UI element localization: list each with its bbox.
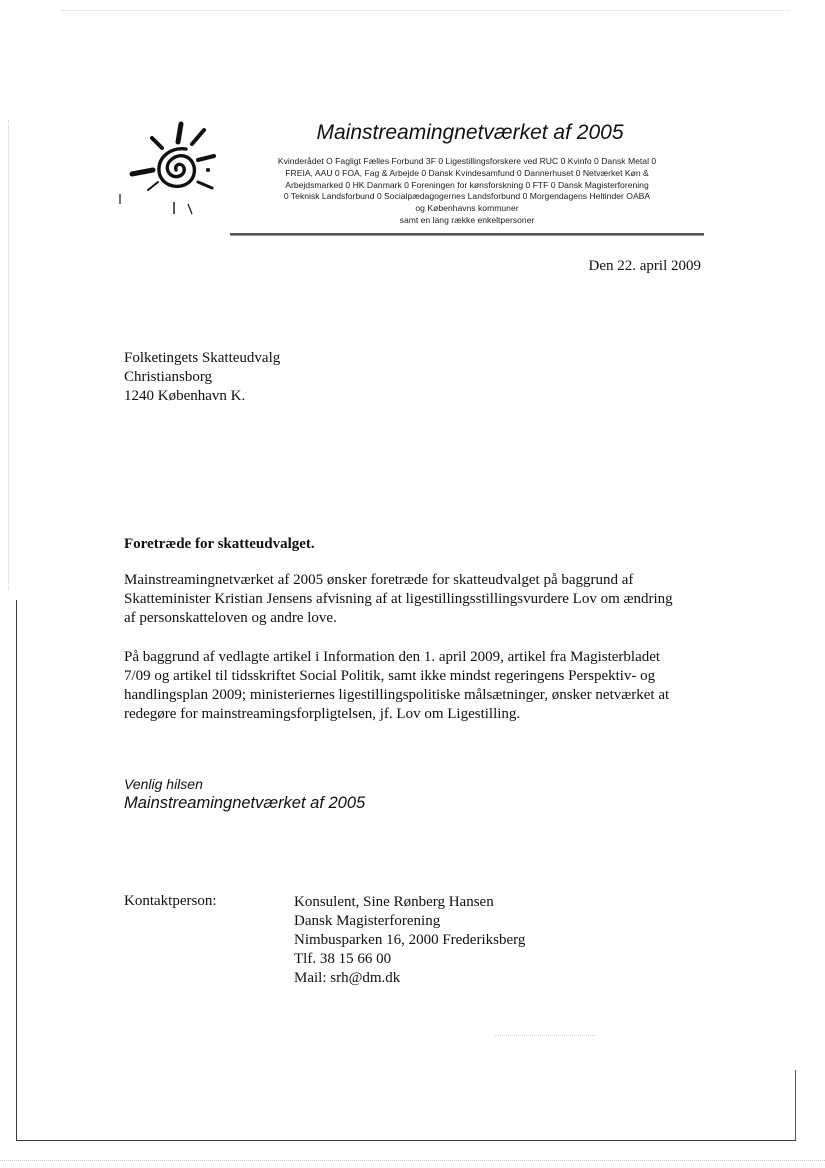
letter-date: Den 22. april 2009 (588, 258, 701, 274)
scan-edge-top (60, 10, 790, 17)
body-paragraph (124, 648, 724, 724)
sun-spiral-logo-icon (108, 112, 228, 222)
scan-edge-left-faint (8, 120, 10, 590)
contact-details (294, 893, 525, 988)
paragraph-line: Skatteminister Kristian Jensens afvisning af at ligestillingsstillingsvurdere Lov om ændring (124, 591, 673, 607)
member-line: FREIA, AAU 0 FOA, Fag & Arbejde 0 Dansk Kvindesamfund 0 Dannerhuset 0 Netværket Køn & (285, 167, 649, 178)
recipient-line: Christiansborg (124, 369, 213, 385)
contact-email: Mail: srh@dm.dk (294, 970, 401, 986)
scan-edge-left (16, 600, 17, 1140)
member-line: samt en lang række enkeltpersoner (399, 214, 535, 225)
contact-line: Tlf. 38 15 66 00 (294, 951, 392, 967)
organization-title: Mainstreamingnetværket af 2005 (316, 121, 624, 144)
paragraph-line: redegøre for mainstreamingsforpligtelsen, jf. Lov om Ligestilling. (124, 706, 521, 722)
paragraph-line: handlingsplan 2009; ministeriernes ligestillingspolitiske målsætninger, ønsker netværket at (124, 687, 670, 703)
paragraph-line: Mainstreamingnetværket af 2005 ønsker foretræde for skatteudvalget på baggrund af (124, 572, 634, 588)
contact-line: Nimbusparken 16, 2000 Frederiksberg (294, 932, 526, 948)
member-line: 0 Teknisk Landsforbund 0 Socialpædagogernes Landsforbund 0 Morgendagens Heltinder OABA (283, 191, 651, 202)
letter-subject: Foretræde for skatteudvalget. (124, 536, 315, 552)
contact-label: Kontaktperson: (124, 893, 217, 909)
paragraph-line: 7/09 og artikel til tidsskriftet Social Politik, samt ikke mindst regeringens Perspektiv- og (124, 668, 656, 684)
closing-signature: Mainstreamingnetværket af 2005 (124, 794, 366, 812)
recipient-line: 1240 København K. (124, 388, 246, 404)
closing-greeting: Venlig hilsen (124, 776, 203, 792)
member-line: Arbejdsmarked 0 HK Danmark 0 Foreningen for kønsforskning 0 FTF 0 Dansk Magisterforening (285, 179, 649, 190)
recipient-address (124, 349, 280, 406)
scan-edge-bottom (16, 1140, 796, 1141)
contact-line: Konsulent, Sine Rønberg Hansen (294, 894, 494, 910)
scan-speck-line (495, 1035, 595, 1037)
member-line: og Københavns kommuner (415, 203, 519, 214)
paragraph-line: På baggrund af vedlagte artikel i Information den 1. april 2009, artikel fra Magisterbladet (124, 649, 661, 665)
recipient-line: Folketingets Skatteudvalg (124, 350, 281, 366)
body-paragraph (124, 571, 724, 628)
member-organizations (228, 156, 706, 227)
scan-edge-right (795, 1070, 796, 1140)
letter-closing (124, 775, 365, 813)
header-divider (230, 233, 704, 236)
contact-line: Dansk Magisterforening (294, 913, 441, 929)
paragraph-line: af personskatteloven og andre love. (124, 610, 337, 626)
scan-edge-bottom-faint (0, 1160, 825, 1162)
member-line: Kvinderådet O Fagligt Fælles Forbund 3F 0 Ligestillingsforskere ved RUC 0 Kvinfo 0 Dansk Metal 0 (277, 156, 657, 166)
